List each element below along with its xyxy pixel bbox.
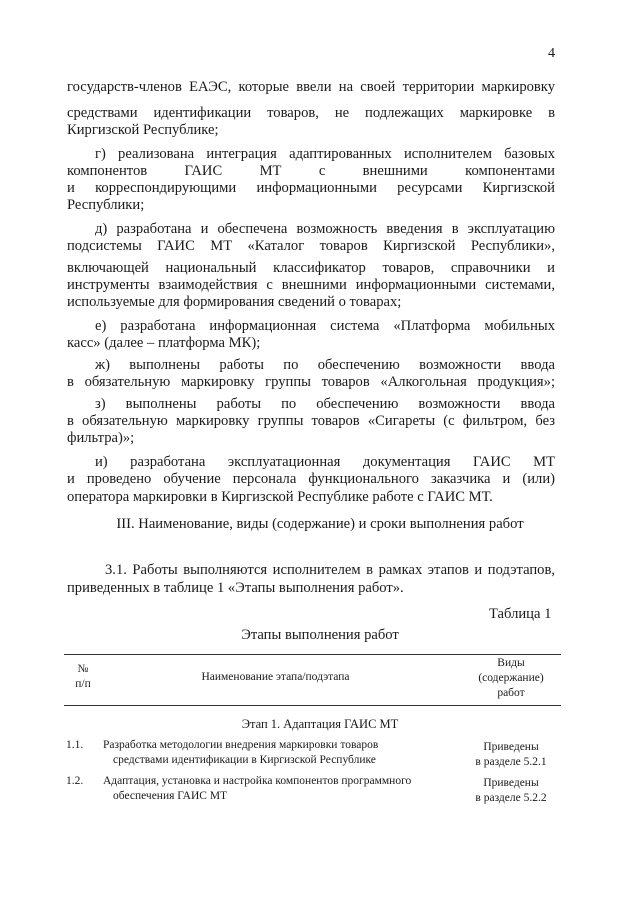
- body-line: средствами идентификации товаров, не подлежащих маркировке в: [67, 105, 555, 121]
- body-line: компонентов ГАИС МТ с внешними компонентами: [67, 163, 555, 179]
- section-line: приведенных в таблице 1 «Этапы выполнения работ».: [67, 580, 404, 596]
- header-kind: Виды (содержание) работ: [478, 657, 544, 699]
- header-name: Наименование этапа/подэтапа: [201, 671, 350, 683]
- body-line: и корреспондирующими информационными ресурсами Киргизской: [67, 180, 555, 196]
- page-number: 4: [548, 46, 555, 61]
- body-line: е) разработана информационная система «Платформа мобильных: [95, 318, 555, 334]
- body-line: инструменты взаимодействия с внешними информационными системами,: [67, 277, 555, 293]
- body-line: касс» (далее – платформа МК);: [67, 335, 261, 351]
- body-line: Республики;: [67, 197, 145, 213]
- body-line: в обязательную маркировку группы товаров «Алкогольная продукция»;: [67, 374, 555, 390]
- table-caption: Этапы выполнения работ: [241, 627, 399, 643]
- row-number: 1.2.: [66, 775, 84, 787]
- body-line: д) разработана и обеспечена возможность введения в эксплуатацию: [95, 221, 555, 237]
- stage-title: Этап 1. Адаптация ГАИС МТ: [241, 717, 399, 731]
- body-line: ж) выполнены работы по обеспечению возможности ввода: [95, 357, 555, 373]
- body-line: государств-членов ЕАЭС, которые ввели на своей территории маркировку: [67, 79, 555, 95]
- body-line: в обязательную маркировку группы товаров «Сигареты (с фильтром, без: [67, 413, 555, 429]
- table-top-border: [64, 654, 561, 655]
- body-line: оператора маркировки в Киргизской Республике работе с ГАИС МТ.: [67, 489, 493, 505]
- row-kind: Приведены в разделе 5.2.2: [475, 777, 547, 804]
- body-line: фильтра)»;: [67, 430, 135, 446]
- row-name: Разработка методологии внедрения маркировки товаров средствами идентификации в Киргизской Республике: [103, 739, 379, 766]
- body-line: включающей национальный классификатор товаров, справочники и: [67, 260, 555, 276]
- header-num: № п/п: [75, 663, 91, 690]
- body-line: и) разработана эксплуатационная документация ГАИС МТ: [95, 454, 555, 470]
- section-title: III. Наименование, виды (содержание) и сроки выполнения работ: [116, 516, 524, 532]
- table-header-border: [64, 705, 561, 706]
- body-line: и проведено обучение персонала функционального заказчика и (или): [67, 471, 555, 487]
- body-line: г) реализована интеграция адаптированных исполнителем базовых: [95, 146, 555, 162]
- row-name: Адаптация, установка и настройка компонентов программного обеспечения ГАИС МТ: [103, 775, 412, 802]
- body-line: Киргизской Республике;: [67, 122, 219, 138]
- body-line: используемые для формирования сведений о товарах;: [67, 294, 402, 310]
- body-line: подсистемы ГАИС МТ «Каталог товаров Киргизской Республики»,: [67, 238, 555, 254]
- body-line: з) выполнены работы по обеспечению возможности ввода: [95, 396, 555, 412]
- section-line: 3.1. Работы выполняются исполнителем в рамках этапов и подэтапов,: [105, 562, 555, 578]
- table-label: Таблица 1: [489, 606, 552, 622]
- row-number: 1.1.: [66, 739, 84, 751]
- row-kind: Приведены в разделе 5.2.1: [475, 741, 547, 768]
